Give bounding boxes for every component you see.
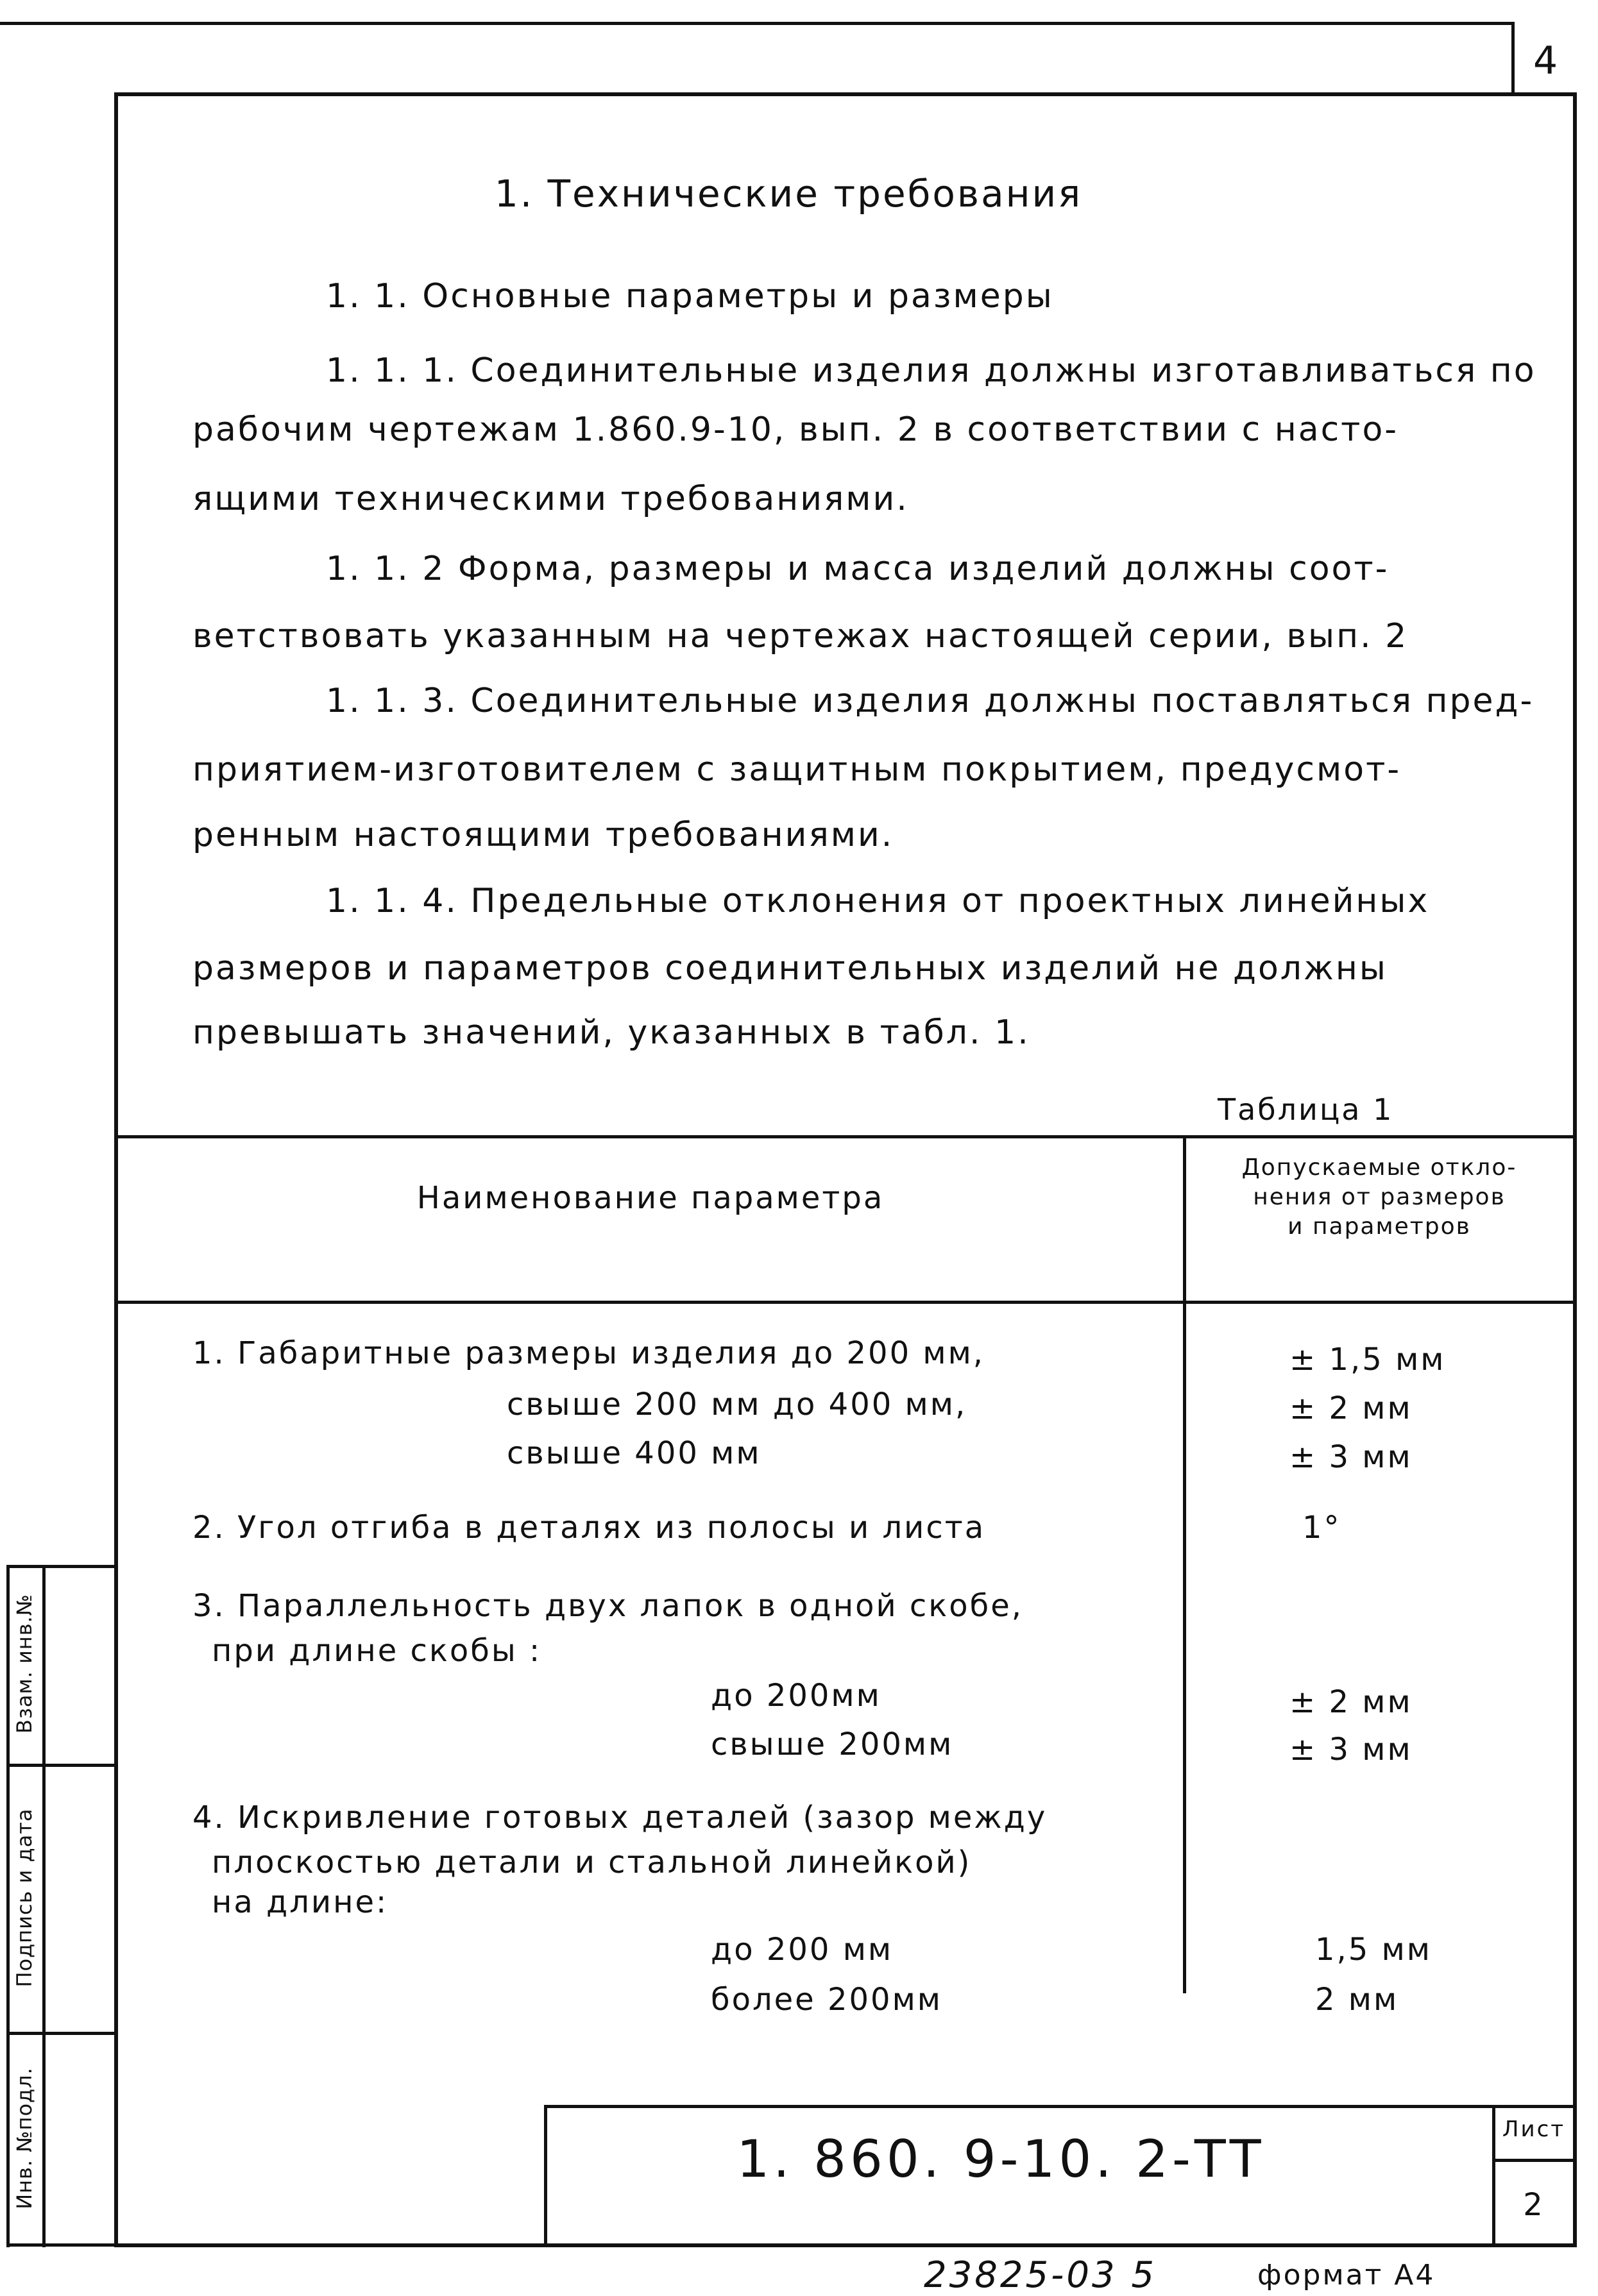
title-block-left-rule	[544, 2105, 547, 2247]
row4-line: 4. Искривление готовых деталей (зазор между	[192, 1800, 1048, 1836]
row4-value: 2 мм	[1315, 1982, 1399, 2018]
frame-right-border	[1573, 92, 1577, 2247]
corner-sheet-number: 4	[1533, 38, 1560, 83]
page-title: 1. Технические требования	[494, 172, 1083, 215]
paragraph-line: рабочим чертежам 1.860.9-10, вып. 2 в соответствии с насто-	[192, 410, 1399, 449]
table-caption: Таблица 1	[1218, 1092, 1394, 1127]
title-block-sheet-rule	[1492, 2159, 1577, 2162]
side-stamp-rule	[6, 2032, 117, 2035]
side-label-vzam: Взам. инв.№	[12, 1593, 37, 1734]
row4-line: до 200 мм	[711, 1932, 894, 1968]
sheet-number: 2	[1523, 2187, 1545, 2223]
row1-value: ± 2 мм	[1289, 1390, 1413, 1426]
paragraph-line: 1. 1. 1. Соединительные изделия должны изготавливаться по	[326, 351, 1536, 390]
table-header-deviation	[1186, 1153, 1573, 1242]
paragraph-line: превышать значений, указанных в табл. 1.	[192, 1013, 1030, 1052]
side-stamp-rule	[6, 2243, 117, 2247]
paragraph-line: 1. 1. 3. Соединительные изделия должны поставляться пред-	[326, 682, 1534, 720]
table-column-divider	[1183, 1135, 1186, 1993]
row2-text: 2. Угол отгиба в деталях из полосы и листа	[192, 1510, 986, 1546]
row3-value: ± 3 мм	[1289, 1732, 1413, 1768]
paragraph-line: размеров и параметров соединительных изделий не должны	[192, 949, 1388, 988]
table-top-rule	[114, 1135, 1577, 1138]
row3-value: ± 2 мм	[1289, 1684, 1413, 1720]
side-stamp-rule	[6, 1764, 117, 1767]
paragraph-line: ящими техническими требованиями.	[192, 480, 909, 518]
top-rule	[0, 22, 1513, 25]
row2-value: 1°	[1302, 1510, 1341, 1546]
row1-line: свыше 200 мм до 400 мм,	[507, 1387, 967, 1422]
frame-bottom-border	[114, 2243, 1577, 2247]
row3-line: при длине скобы :	[212, 1633, 542, 1669]
table-header-parameter: Наименование параметра	[416, 1180, 885, 1216]
table-header-rule	[114, 1301, 1577, 1304]
row3-line: 3. Параллельность двух лапок в одной скобе,	[192, 1588, 1024, 1624]
row4-line: на длине:	[212, 1884, 389, 1920]
row1-line: 1. Габаритные размеры изделия до 200 мм,	[192, 1335, 985, 1371]
paragraph-line: ветствовать указанным на чертежах настоящей серии, вып. 2	[192, 617, 1409, 655]
footer-format: формат А4	[1257, 2259, 1436, 2292]
row1-line: свыше 400 мм	[507, 1435, 761, 1471]
header-deviation-line: нения от размеров	[1253, 1184, 1506, 1210]
side-label-podpis: Подпись и дата	[12, 1808, 37, 1988]
paragraph-line: ренным настоящими требованиями.	[192, 816, 894, 854]
frame-left-border	[114, 92, 118, 2247]
section-heading-1-1: 1. 1. Основные параметры и размеры	[326, 277, 1054, 316]
row3-line: свыше 200мм	[711, 1726, 954, 1762]
row4-value: 1,5 мм	[1315, 1932, 1432, 1968]
sheet-label: Лист	[1502, 2116, 1566, 2142]
corner-divider	[1511, 22, 1515, 92]
row3-line: до 200мм	[711, 1678, 881, 1714]
side-stamp-outer-line	[6, 1565, 10, 2247]
side-stamp-inner-line	[42, 1565, 46, 2247]
header-deviation-line: Допускаемые откло-	[1241, 1154, 1517, 1181]
row4-line: более 200мм	[711, 1982, 943, 2018]
paragraph-line: приятием-изготовителем с защитным покрытием, предусмот-	[192, 750, 1402, 789]
header-deviation-line: и параметров	[1288, 1213, 1471, 1240]
row4-line: плоскостью детали и стальной линейкой)	[212, 1844, 972, 1880]
frame-top-border	[114, 92, 1577, 96]
side-label-inv: Инв. №подл.	[12, 2067, 37, 2209]
title-block-top-rule	[544, 2105, 1577, 2108]
document-number: 1. 860. 9-10. 2-ТТ	[736, 2129, 1265, 2189]
footer-code: 23825-03 5	[924, 2254, 1157, 2296]
paragraph-line: 1. 1. 2 Форма, размеры и масса изделий должны соот-	[326, 550, 1390, 588]
row1-value: ± 1,5 мм	[1289, 1342, 1446, 1378]
paragraph-line: 1. 1. 4. Предельные отклонения от проектных линейных	[326, 882, 1430, 920]
row1-value: ± 3 мм	[1289, 1439, 1413, 1475]
